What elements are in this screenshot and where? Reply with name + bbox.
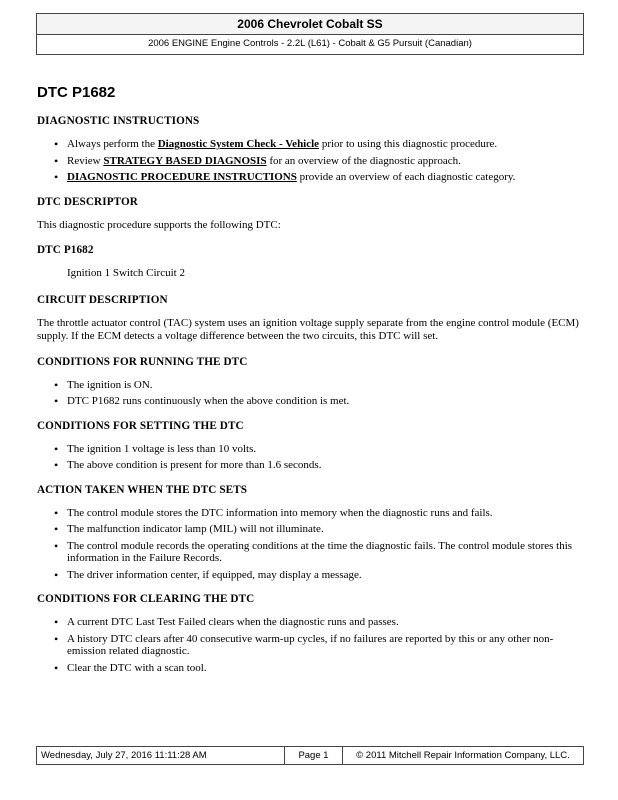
list-item: • The control module records the operating conditions at the time the diagnostic fails. The control module stores this information in the Failure Records. [37,540,583,565]
vehicle-title: 2006 Chevrolet Cobalt SS [37,14,583,35]
diagnostic-instructions-list [37,138,583,184]
list-item: • Always perform the Diagnostic System Check - Vehicle prior to using this diagnostic procedure. [37,138,583,151]
page-footer [36,746,584,765]
page-title: DTC P1682 [37,84,116,101]
conditions-setting-list [37,443,583,472]
list-item: • DIAGNOSTIC PROCEDURE INSTRUCTIONS provide an overview of each diagnostic category. [37,171,583,184]
dtc-code-description: Ignition 1 Switch Circuit 2 [67,267,185,279]
section-heading-action-taken: ACTION TAKEN WHEN THE DTC SETS [37,483,248,496]
list-item: • The control module stores the DTC information into memory when the diagnostic runs and fails. [37,507,583,520]
footer-copyright: © 2011 Mitchell Repair Information Company, LLC. [356,750,570,761]
section-heading-conditions-setting: CONDITIONS FOR SETTING THE DTC [37,419,244,432]
dtc-descriptor-text: This diagnostic procedure supports the following DTC: [37,218,281,231]
conditions-clearing-list [37,616,583,674]
conditions-running-list [37,379,583,408]
dtc-code-heading: DTC P1682 [37,244,94,256]
footer-page-number: Page 1 [285,747,343,764]
section-heading-diagnostic-instructions: DIAGNOSTIC INSTRUCTIONS [37,115,200,127]
list-item: • A current DTC Last Test Failed clears when the diagnostic runs and passes. [37,616,583,629]
section-heading-dtc-descriptor: DTC DESCRIPTOR [37,195,138,208]
list-item: • DTC P1682 runs continuously when the above condition is met. [37,395,583,408]
footer-timestamp: Wednesday, July 27, 2016 11:11:28 AM [37,747,285,764]
list-item: • Review STRATEGY BASED DIAGNOSIS for an overview of the diagnostic approach. [37,155,583,168]
list-item: • Clear the DTC with a scan tool. [37,662,583,675]
section-heading-conditions-clearing: CONDITIONS FOR CLEARING THE DTC [37,593,255,605]
list-item: • The malfunction indicator lamp (MIL) will not illuminate. [37,523,583,536]
list-item: • The above condition is present for more than 1.6 seconds. [37,459,583,472]
section-subtitle: 2006 ENGINE Engine Controls - 2.2L (L61) - Cobalt & G5 Pursuit (Canadian) [148,38,472,49]
page-header [36,13,584,55]
section-heading-circuit-description: CIRCUIT DESCRIPTION [37,293,168,306]
list-item: • The driver information center, if equipped, may display a message. [37,569,583,582]
list-item: • The ignition 1 voltage is less than 10 volts. [37,443,583,456]
section-heading-conditions-running: CONDITIONS FOR RUNNING THE DTC [37,355,248,368]
document-body [37,84,583,686]
link-diagnostic-system-check[interactable]: Diagnostic System Check - Vehicle [157,138,320,150]
list-item: • The ignition is ON. [37,379,583,392]
circuit-description-text: The throttle actuator control (TAC) system uses an ignition voltage supply separate from the engine control module (ECM) supply. If the ECM detects a voltage difference between the two circuits, this DTC will set. [37,316,579,342]
link-diagnostic-procedure-instructions[interactable]: DIAGNOSTIC PROCEDURE INSTRUCTIONS [67,171,297,183]
list-item: • A history DTC clears after 40 consecutive warm-up cycles, if no failures are reported by this or any other non-emission related diagnostic. [37,633,583,658]
action-taken-list [37,507,583,582]
link-strategy-based-diagnosis[interactable]: STRATEGY BASED DIAGNOSIS [103,154,267,167]
